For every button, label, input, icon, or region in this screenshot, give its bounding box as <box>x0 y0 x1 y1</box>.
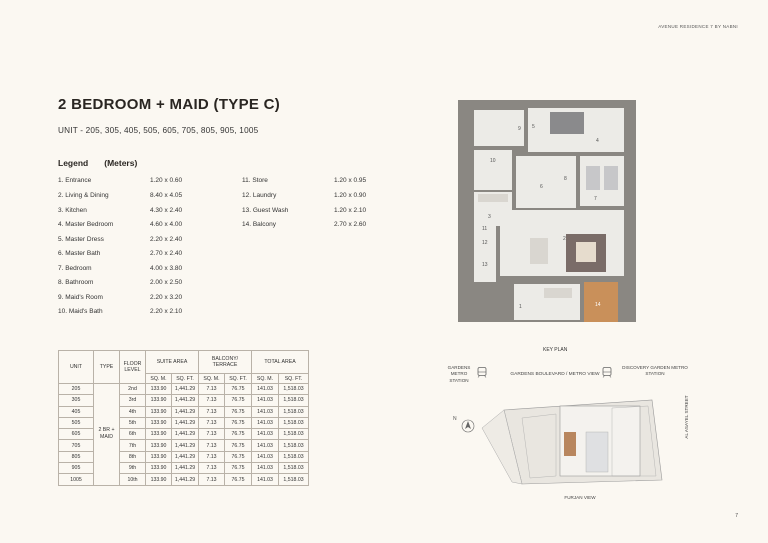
cell-total-sqm: 141.03 <box>252 384 279 395</box>
legend-item-name: 3. Kitchen <box>58 207 87 214</box>
legend-right-list <box>242 177 382 237</box>
cell-floor: 7th <box>120 440 146 451</box>
header-floor-level: FLOOR LEVEL <box>120 351 146 384</box>
legend-item-name: 10. Maid's Bath <box>58 308 103 315</box>
cell-total-sqm: 141.03 <box>252 474 279 485</box>
cell-total-sqft: 1,518.03 <box>279 429 309 440</box>
cell-floor: 8th <box>120 451 146 462</box>
plan-label-9: 9 <box>518 126 521 132</box>
legend-item-dim: 1.20 x 0.90 <box>334 192 367 199</box>
table-row <box>59 384 309 395</box>
brand-header: AVENUE RESIDENCE 7 BY NABNI <box>658 24 738 29</box>
cell-balcony-sqft: 76.75 <box>225 429 252 440</box>
cell-unit: 605 <box>59 429 94 440</box>
cell-balcony-sqft: 76.75 <box>225 463 252 474</box>
cell-suite-sqm: 133.90 <box>146 406 172 417</box>
cell-balcony-sqft: 76.75 <box>225 395 252 406</box>
unit-highlight <box>564 432 576 456</box>
legend-item-name: 9. Maid's Room <box>58 294 103 301</box>
plan-label-6: 6 <box>540 184 543 190</box>
legend-item-name: 1. Entrance <box>58 177 92 184</box>
cell-balcony-sqm: 7.13 <box>199 474 225 485</box>
cell-total-sqft: 1,518.03 <box>279 463 309 474</box>
page-number: 7 <box>735 513 738 519</box>
cell-total-sqft: 1,518.03 <box>279 395 309 406</box>
cell-balcony-sqm: 7.13 <box>199 463 225 474</box>
header-suite-area: SUITE AREA <box>146 351 199 374</box>
legend-item-dim: 1.20 x 2.10 <box>334 207 367 214</box>
legend-item-dim: 2.20 x 3.20 <box>150 294 183 301</box>
cell-unit: 705 <box>59 440 94 451</box>
plan-label-14: 14 <box>595 302 601 308</box>
cell-unit: 305 <box>59 395 94 406</box>
cell-floor: 2nd <box>120 384 146 395</box>
cell-balcony-sqft: 76.75 <box>225 384 252 395</box>
kitchen-counter <box>478 194 508 202</box>
legend-item-dim: 2.20 x 2.40 <box>150 236 183 243</box>
cell-balcony-sqft: 76.75 <box>225 440 252 451</box>
legend-item-dim: 4.00 x 3.80 <box>150 265 183 272</box>
legend-item-dim: 2.70 x 2.40 <box>150 250 183 257</box>
cell-balcony-sqm: 7.13 <box>199 440 225 451</box>
plan-label-11: 11 <box>482 226 488 232</box>
cell-balcony-sqft: 76.75 <box>225 417 252 428</box>
cell-total-sqft: 1,518.03 <box>279 384 309 395</box>
plan-label-5: 5 <box>532 124 535 130</box>
cell-unit: 505 <box>59 417 94 428</box>
dining-table <box>530 238 548 264</box>
legend-left-list <box>58 177 208 322</box>
legend-item-dim: 4.30 x 2.40 <box>150 207 183 214</box>
cell-total-sqm: 141.03 <box>252 451 279 462</box>
subheader-sqft: SQ. FT. <box>225 374 252 384</box>
legend-item-name: 11. Store <box>242 177 268 184</box>
cell-total-sqm: 141.03 <box>252 406 279 417</box>
cell-total-sqft: 1,518.03 <box>279 451 309 462</box>
cell-suite-sqft: 1,441.29 <box>172 463 199 474</box>
cell-total-sqm: 141.03 <box>252 429 279 440</box>
subheader-sqm: SQ. M. <box>199 374 225 384</box>
north-arrow-icon <box>465 421 471 429</box>
street-label: AL ASAYEL STREET <box>684 395 689 439</box>
pool <box>586 432 608 472</box>
legend-item-name: 14. Balcony <box>242 221 276 228</box>
cell-suite-sqm: 133.90 <box>146 417 172 428</box>
room-balcony <box>584 282 618 322</box>
legend-item-name: 4. Master Bedroom <box>58 221 114 228</box>
plan-label-10: 10 <box>490 158 496 164</box>
legend-item-name: 12. Laundry <box>242 192 277 199</box>
header-total-area: TOTAL AREA <box>252 351 309 374</box>
header-unit: UNIT <box>59 351 94 384</box>
legend-heading <box>58 158 137 168</box>
legend-item-name: 5. Master Dress <box>58 236 104 243</box>
header-balcony-terrace: BALCONY/ TERRACE <box>199 351 252 374</box>
cell-balcony-sqm: 7.13 <box>199 384 225 395</box>
cell-balcony-sqft: 76.75 <box>225 406 252 417</box>
room-maid <box>474 110 524 146</box>
subheader-sqm: SQ. M. <box>252 374 279 384</box>
cell-suite-sqm: 133.90 <box>146 474 172 485</box>
plan-label-8: 8 <box>564 176 567 182</box>
cell-suite-sqm: 133.90 <box>146 395 172 406</box>
bed-master <box>550 112 584 134</box>
cell-suite-sqft: 1,441.29 <box>172 451 199 462</box>
legend-item-dim: 4.60 x 4.00 <box>150 221 183 228</box>
cell-suite-sqft: 1,441.29 <box>172 429 199 440</box>
north-label: N <box>453 416 457 422</box>
cell-balcony-sqm: 7.13 <box>199 417 225 428</box>
cell-total-sqft: 1,518.03 <box>279 417 309 428</box>
cell-suite-sqm: 133.90 <box>146 384 172 395</box>
legend-item-name: 13. Guest Wash <box>242 207 289 214</box>
gardens-metro-label: GARDENS METRO STATION <box>447 365 471 383</box>
key-plan-title: KEY PLAN <box>543 347 568 353</box>
bed-single-1 <box>586 166 600 190</box>
street-label-wrap <box>684 395 714 456</box>
legend-title: Legend <box>58 158 89 168</box>
cell-suite-sqm: 133.90 <box>146 463 172 474</box>
plan-label-3: 3 <box>488 214 491 220</box>
cell-balcony-sqm: 7.13 <box>199 406 225 417</box>
legend-item-name: 6. Master Bath <box>58 250 101 257</box>
plan-label-2: 2 <box>563 236 566 242</box>
coffee-table <box>576 242 596 262</box>
cell-floor: 9th <box>120 463 146 474</box>
floor-plan <box>458 100 636 322</box>
subheader-sqft: SQ. FT. <box>172 374 199 384</box>
plan-label-12: 12 <box>482 240 488 246</box>
plan-label-4: 4 <box>596 138 599 144</box>
cell-total-sqm: 141.03 <box>252 395 279 406</box>
cell-unit: 905 <box>59 463 94 474</box>
cell-balcony-sqm: 7.13 <box>199 451 225 462</box>
room-store-laundry <box>474 226 496 282</box>
plan-label-1: 1 <box>519 304 522 310</box>
subheader-sqm: SQ. M. <box>146 374 172 384</box>
cell-suite-sqft: 1,441.29 <box>172 406 199 417</box>
legend-item-name: 2. Living & Dining <box>58 192 109 199</box>
legend-item-name: 8. Bathroom <box>58 279 94 286</box>
cell-suite-sqm: 133.90 <box>146 429 172 440</box>
cell-suite-sqft: 1,441.29 <box>172 384 199 395</box>
legend-item-dim: 8.40 x 4.05 <box>150 192 183 199</box>
subheader-sqft: SQ. FT. <box>279 374 309 384</box>
cell-suite-sqm: 133.90 <box>146 440 172 451</box>
boulevard-label: GARDENS BOULEVARD / METRO VIEW <box>510 372 600 377</box>
cell-total-sqm: 141.03 <box>252 440 279 451</box>
legend-item-dim: 1.20 x 0.60 <box>150 177 183 184</box>
cell-suite-sqft: 1,441.29 <box>172 474 199 485</box>
cell-total-sqft: 1,518.03 <box>279 440 309 451</box>
cell-total-sqft: 1,518.03 <box>279 406 309 417</box>
entrance-console <box>544 288 572 298</box>
area-table <box>58 350 309 486</box>
legend-item-dim: 1.20 x 0.95 <box>334 177 367 184</box>
cell-unit: 805 <box>59 451 94 462</box>
unit-list: UNIT - 205, 305, 405, 505, 605, 705, 805, 905, 1005 <box>58 126 259 135</box>
cell-suite-sqft: 1,441.29 <box>172 395 199 406</box>
cell-floor: 4th <box>120 406 146 417</box>
legend-unit: (Meters) <box>104 158 138 168</box>
bed-single-2 <box>604 166 618 190</box>
plan-label-7: 7 <box>594 196 597 202</box>
room-master-bath <box>516 156 576 208</box>
cell-floor: 10th <box>120 474 146 485</box>
corridor <box>474 210 624 226</box>
legend-item-dim: 2.20 x 2.10 <box>150 308 183 315</box>
legend-item-dim: 2.00 x 2.50 <box>150 279 183 286</box>
cell-suite-sqft: 1,441.29 <box>172 417 199 428</box>
room-maid-bath <box>474 150 512 190</box>
cell-total-sqm: 141.03 <box>252 417 279 428</box>
cell-suite-sqft: 1,441.29 <box>172 440 199 451</box>
discovery-metro-label: DISCOVERY GARDEN METRO STATION <box>622 365 688 377</box>
cell-unit: 205 <box>59 384 94 395</box>
legend-item-name: 7. Bedroom <box>58 265 92 272</box>
cell-floor: 6th <box>120 429 146 440</box>
header-type: TYPE <box>94 351 120 384</box>
cell-floor: 5th <box>120 417 146 428</box>
cell-balcony-sqm: 7.13 <box>199 429 225 440</box>
gardens-metro-icon <box>476 366 488 378</box>
cell-type: 2 BR + MAID <box>94 384 120 486</box>
cell-balcony-sqm: 7.13 <box>199 395 225 406</box>
furjan-view-label: FURJAN VIEW <box>564 495 596 500</box>
cell-balcony-sqft: 76.75 <box>225 451 252 462</box>
key-plan-map <box>452 388 682 490</box>
legend-item-dim: 2.70 x 2.60 <box>334 221 367 228</box>
page-title: 2 BEDROOM + MAID (TYPE C) <box>58 96 281 113</box>
cell-unit: 405 <box>59 406 94 417</box>
cell-balcony-sqft: 76.75 <box>225 474 252 485</box>
cell-total-sqm: 141.03 <box>252 463 279 474</box>
cell-suite-sqm: 133.90 <box>146 451 172 462</box>
cell-floor: 3rd <box>120 395 146 406</box>
plan-label-13: 13 <box>482 262 488 268</box>
cell-total-sqft: 1,518.03 <box>279 474 309 485</box>
cell-unit: 1005 <box>59 474 94 485</box>
